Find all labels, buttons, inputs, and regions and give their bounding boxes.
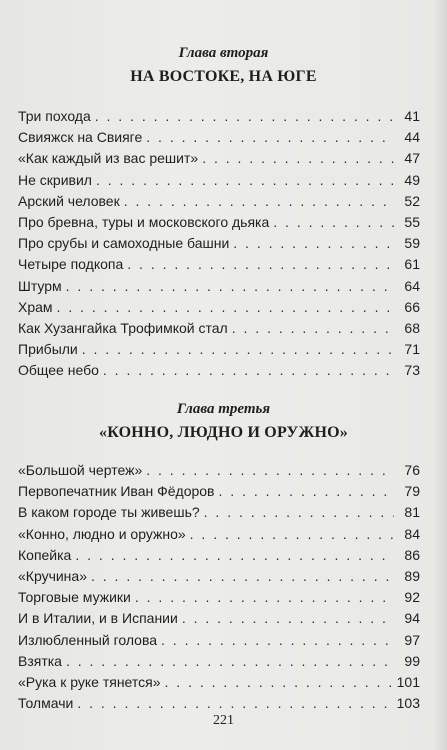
toc-entry-title: Про бревна, туры и московского дьяка — [18, 213, 270, 230]
dot-leader — [91, 568, 394, 584]
toc-entry-page: 52 — [404, 192, 420, 209]
dot-leader — [146, 129, 394, 145]
dot-leader — [190, 526, 394, 542]
toc-entry-page: 73 — [404, 362, 420, 379]
toc-entry-title: «Конно, людно и оружно» — [18, 525, 186, 542]
dot-leader — [165, 674, 393, 690]
dot-leader — [66, 278, 394, 294]
toc-entry-title: Общее небо — [18, 362, 99, 379]
toc-entry — [18, 172, 420, 193]
toc-entry-title: Свияжск на Свияге — [18, 129, 143, 146]
toc-entry-title: Храм — [18, 298, 53, 315]
toc-entry-page: 71 — [404, 341, 420, 358]
toc-entry-page: 41 — [404, 108, 420, 124]
toc-entry — [18, 235, 420, 256]
toc-entry — [18, 299, 420, 320]
dot-leader — [233, 235, 394, 251]
dot-leader — [124, 193, 394, 209]
toc-entry-title: Толмачи — [18, 695, 74, 712]
toc-entry-title: Не скривил — [18, 171, 92, 188]
toc-entry-title: «Кручина» — [18, 567, 87, 584]
toc-entry-page: 66 — [404, 298, 420, 315]
toc-entry — [18, 653, 420, 674]
page-number: 221 — [213, 713, 234, 728]
dot-leader — [95, 108, 394, 124]
toc-entry-page: 79 — [404, 483, 420, 500]
dot-leader — [273, 214, 394, 230]
toc-entry — [18, 483, 420, 504]
toc-entry — [18, 278, 420, 299]
toc-entry — [18, 214, 420, 235]
toc-entry-page: 49 — [404, 171, 420, 188]
chapter-label: Глава вторая — [178, 45, 269, 61]
toc-entry-page: 64 — [404, 277, 420, 294]
toc-entry-title: Как Хузангайка Трофимкой стал — [18, 319, 228, 336]
toc-entry-page: 81 — [404, 504, 420, 521]
chapter-heading — [0, 44, 447, 87]
toc-entry-page: 92 — [404, 589, 420, 606]
toc-entry-page: 86 — [404, 546, 420, 563]
chapter-title: «КОННО, ЛЮДНО И ОРУЖНО» — [99, 424, 348, 441]
toc-entry-title: «Как каждый из вас решит» — [18, 150, 199, 167]
toc-entry — [18, 150, 420, 171]
toc-entry — [18, 610, 420, 631]
toc-entry-page: 68 — [404, 319, 420, 336]
toc-entry-title: Четыре подкопа — [18, 256, 124, 273]
dot-leader — [182, 610, 394, 626]
toc-entry-page: 44 — [404, 129, 420, 146]
page-edge-shadow — [433, 0, 447, 750]
dot-leader — [57, 299, 394, 315]
dot-leader — [96, 172, 394, 188]
toc-entry-title: Торговые мужики — [18, 589, 131, 606]
toc-entry-page: 76 — [404, 462, 420, 478]
dot-leader — [204, 504, 394, 520]
toc-entry — [18, 504, 420, 525]
dot-leader — [77, 695, 392, 711]
toc-entry — [18, 568, 420, 589]
dot-leader — [161, 632, 394, 648]
toc-entry-title: Арский человек — [18, 192, 120, 209]
toc-entry — [18, 256, 420, 277]
toc-entry — [18, 589, 420, 610]
toc-entry — [18, 341, 420, 362]
toc-entry-page: 55 — [404, 213, 420, 230]
toc-entry — [18, 547, 420, 568]
toc-entry-title: «Рука к руке тянется» — [18, 673, 161, 690]
toc-entry — [18, 362, 420, 383]
toc-entry — [18, 674, 420, 695]
dot-leader — [75, 547, 394, 563]
toc-entry-title: Про срубы и самоходные башни — [18, 235, 230, 252]
dot-leader — [146, 462, 394, 478]
toc-entry — [18, 320, 420, 341]
toc-entry-title: Прибыли — [18, 341, 78, 358]
toc-list — [18, 108, 420, 383]
chapter-label: Глава третья — [176, 401, 271, 417]
toc-entry — [18, 526, 420, 547]
dot-leader — [202, 150, 394, 166]
dot-leader — [219, 483, 395, 499]
toc-entry-title: Три похода — [18, 108, 91, 124]
dot-leader — [232, 320, 394, 336]
chapter-title: НА ВОСТОКЕ, НА ЮГЕ — [130, 68, 317, 85]
toc-entry-page: 97 — [404, 631, 420, 648]
toc-entry — [18, 108, 420, 129]
toc-entry-title: И в Италии, и в Испании — [18, 610, 178, 627]
toc-entry-page: 61 — [404, 256, 420, 273]
toc-entry-title: Штурм — [18, 277, 62, 294]
toc-entry-page: 103 — [396, 695, 420, 712]
dot-leader — [103, 362, 394, 378]
toc-entry — [18, 462, 420, 483]
toc-entry-page: 47 — [404, 150, 420, 167]
toc-entry-page: 94 — [404, 610, 420, 627]
toc-entry-page: 101 — [396, 673, 420, 690]
toc-entry-title: «Большой чертеж» — [18, 462, 143, 478]
toc-entry-page: 89 — [404, 567, 420, 584]
toc-entry-title: Излюбленный голова — [18, 631, 158, 648]
toc-list — [18, 462, 420, 716]
chapter-heading — [0, 400, 447, 443]
toc-entry-title: Взятка — [18, 652, 62, 669]
toc-entry — [18, 129, 420, 150]
toc-entry-title: Копейка — [18, 546, 72, 563]
toc-entry-page: 59 — [404, 235, 420, 252]
toc-entry-page: 84 — [404, 525, 420, 542]
dot-leader — [82, 341, 394, 357]
toc-entry — [18, 193, 420, 214]
dot-leader — [66, 653, 394, 669]
toc-entry-title: Первопечатник Иван Фёдоров — [18, 483, 215, 500]
toc-entry-title: В каком городе ты живешь? — [18, 504, 200, 521]
dot-leader — [127, 256, 394, 272]
toc-entry-page: 99 — [404, 652, 420, 669]
dot-leader — [135, 589, 394, 605]
toc-entry — [18, 632, 420, 653]
